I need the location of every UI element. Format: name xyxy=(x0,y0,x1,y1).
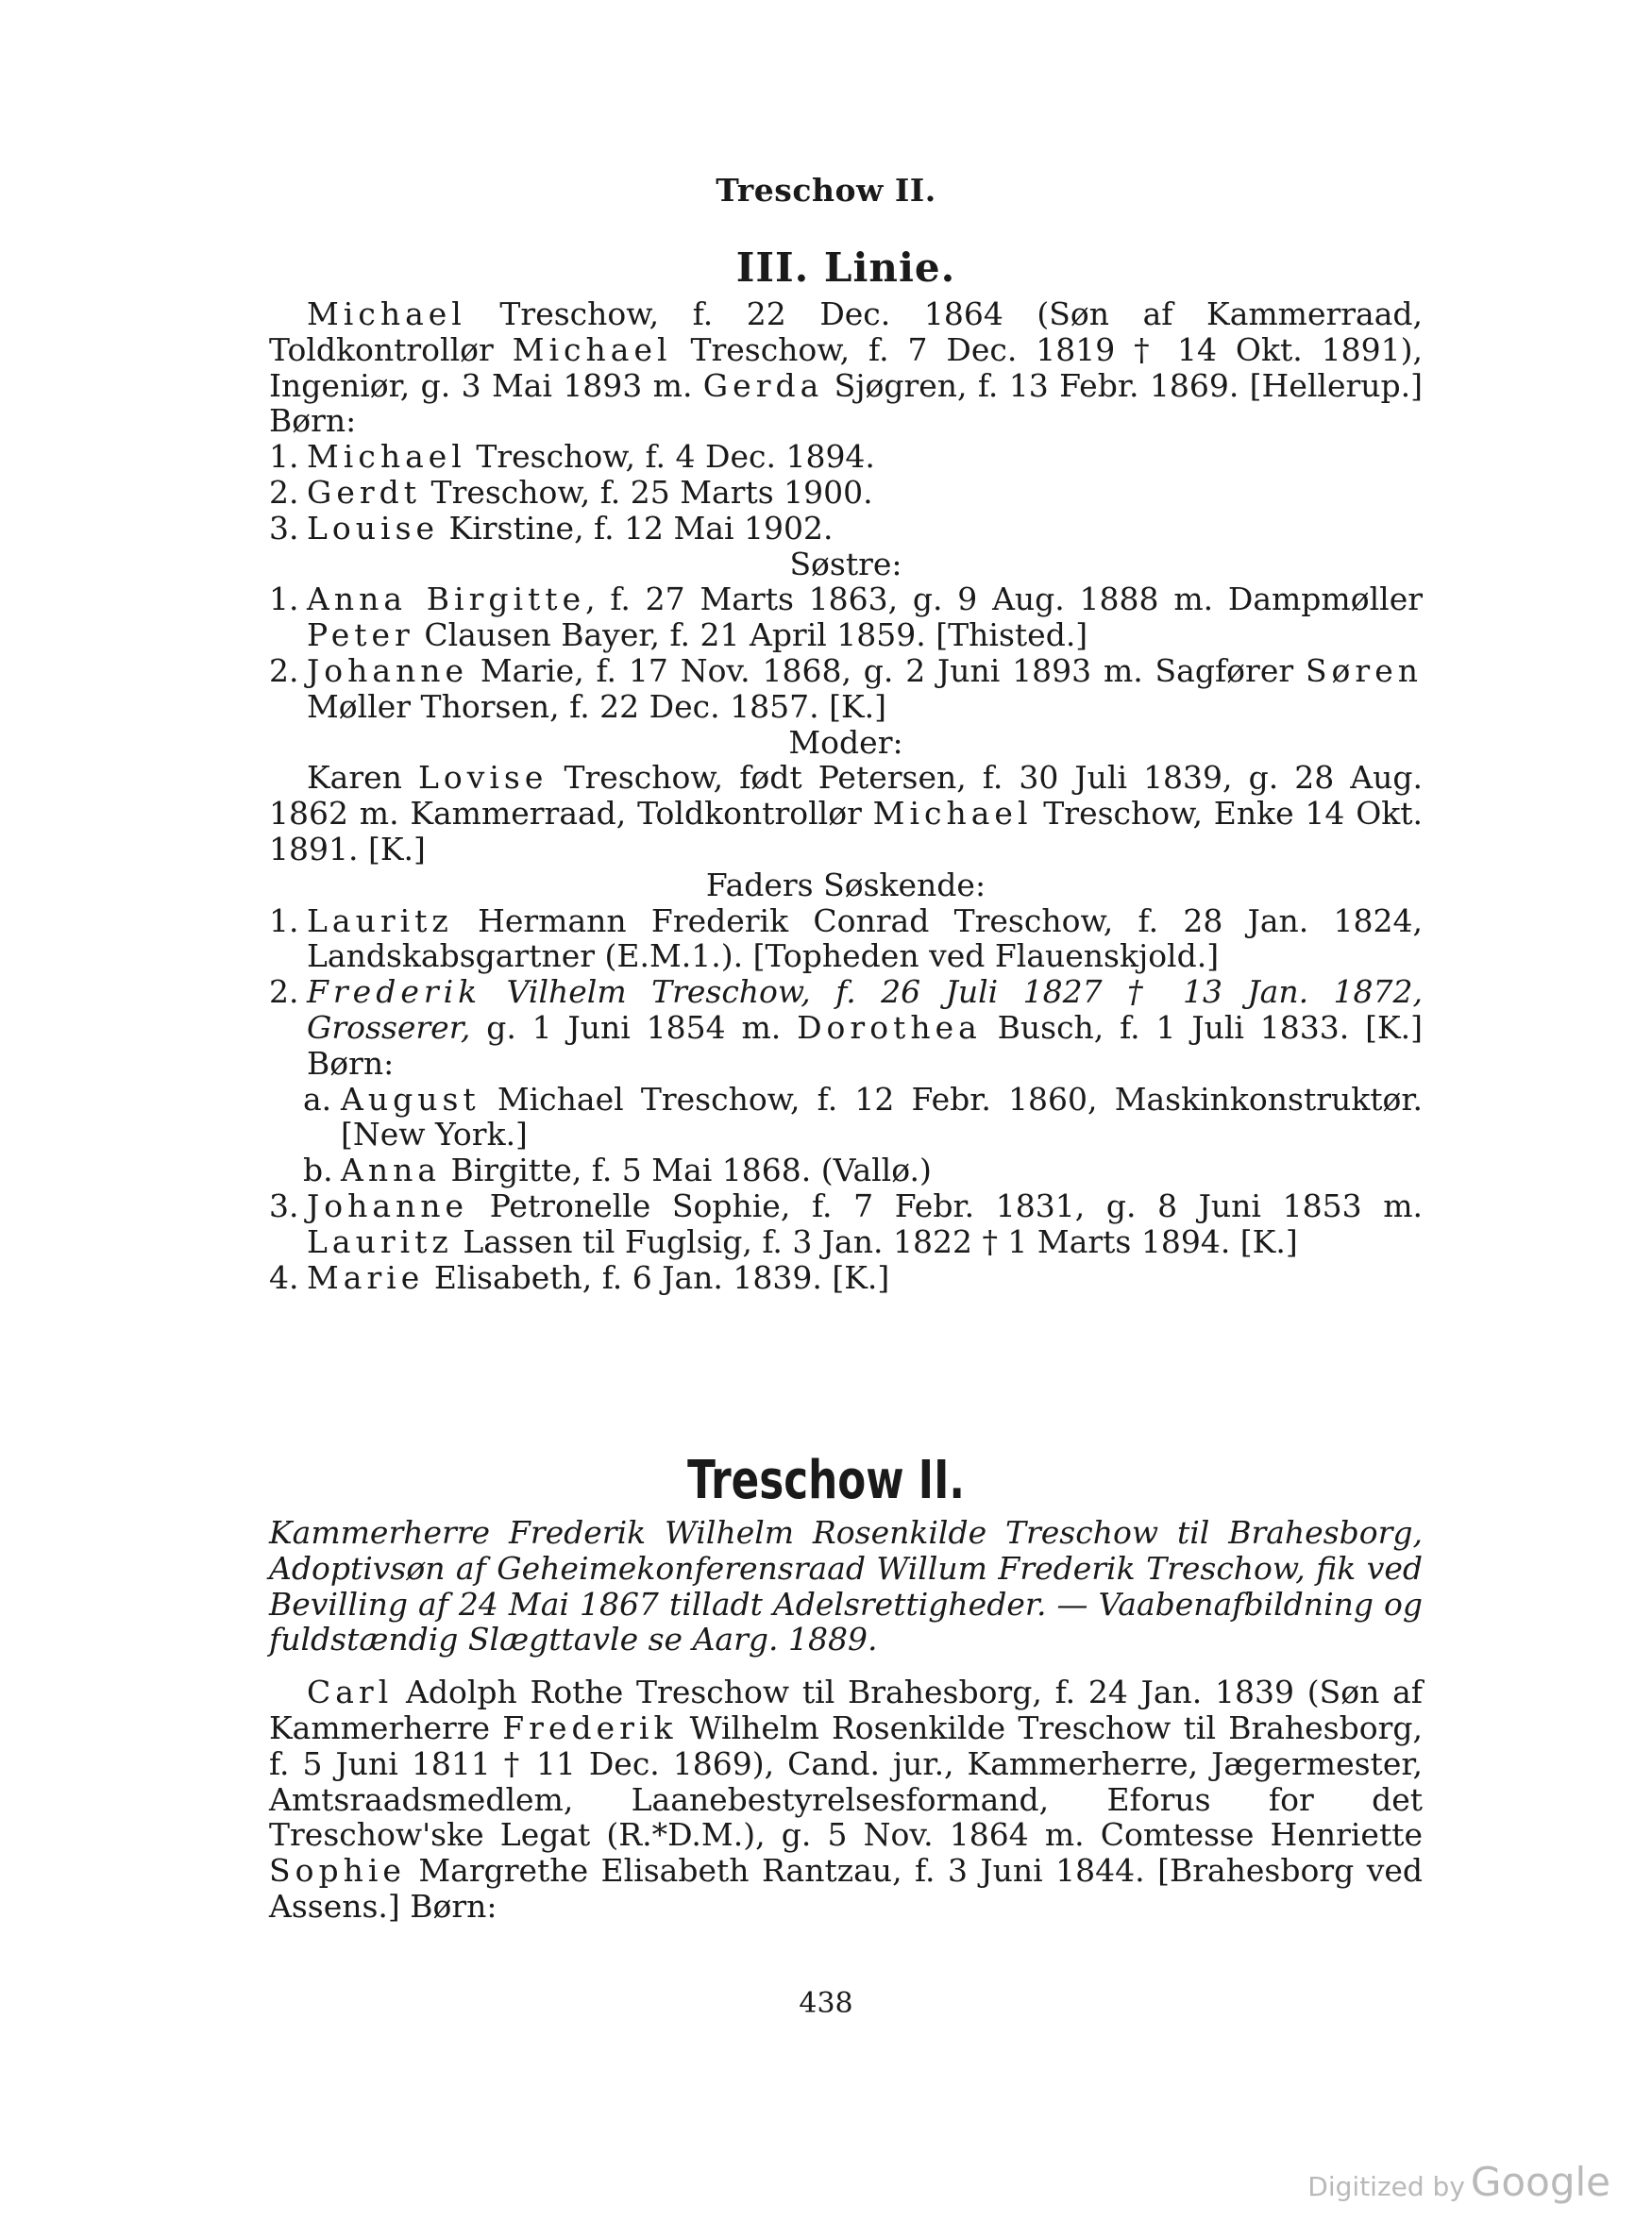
item-number: 4. xyxy=(269,1258,299,1296)
sister-text: , f. 27 Marts 1863, g. 9 Aug. 1888 m. Dampmøller xyxy=(585,581,1424,618)
running-head: Treschow II. xyxy=(716,172,936,209)
item-number: 2. xyxy=(269,973,299,1011)
entry-text: Wilhelm Rosenkilde Treschow til Brahesborg, f. 5 Juni 1811 † 11 Dec. 1869), Cand. jur., Kammerherre, Jægermester, Amtsraadsmedlem, Laanebestyrelsesformand, Eforus for det Treschow'ske Legat (R.*D.M.), g. 5 Nov. 1864 m. Comtesse Henriette xyxy=(269,1709,1423,1854)
husband-name: Michael xyxy=(872,795,1033,833)
entry-text: Margrethe Elisabeth Rantzau, f. 3 Juni 1844. [Brahesborg ved Assens.] Børn: xyxy=(269,1852,1423,1925)
child-name: Michael xyxy=(307,438,466,476)
nephew-name: August xyxy=(341,1080,480,1118)
page-number: 438 xyxy=(799,1987,853,2020)
child-entry xyxy=(269,511,1423,547)
section-heading-linie: III. Linie. xyxy=(735,244,956,291)
sibling-text: Elisabeth, f. 6 Jan. 1839. [K.] xyxy=(424,1258,890,1296)
carl-entry xyxy=(269,1675,1423,1925)
item-number: 3. xyxy=(269,509,299,547)
child-entry xyxy=(269,439,1423,475)
child-entry xyxy=(269,475,1423,511)
nephew-text: Michael Treschow, f. 12 Febr. 1860, Maskinkonstruktør. [New York.] xyxy=(341,1080,1423,1153)
child-name: Gerdt xyxy=(307,473,422,511)
main-entry-text: Sjøgren, f. 13 Febr. 1869. [Hellerup.] Børn: xyxy=(269,366,1423,440)
sibling-text: Petronelle Sophie, f. 7 Febr. 1831, g. 8 Juni 1853 m. xyxy=(468,1187,1423,1224)
main-entry-text: Treschow, f. 22 Dec. 1864 (Søn af Kammerraad, Toldkontrollør xyxy=(269,295,1423,368)
sibling-entry xyxy=(269,974,1423,1081)
sister-text: Clausen Bayer, f. 21 April 1859. [Thisted.] xyxy=(413,616,1088,654)
child-text: Kirstine, f. 12 Mai 1902. xyxy=(439,509,834,547)
wife-name: Sophie xyxy=(269,1852,406,1890)
sisters-heading: Søstre: xyxy=(789,545,902,582)
item-number: a. xyxy=(303,1080,332,1118)
spouse-name: Søren xyxy=(1305,651,1423,689)
item-number: b. xyxy=(303,1152,333,1189)
father-name: Michael xyxy=(512,330,672,368)
sibling-text: Lassen til Fuglsig, f. 3 Jan. 1822 † 1 Marts 1894. [K.] xyxy=(452,1222,1298,1260)
mother-text: Karen xyxy=(307,759,418,797)
sibling-text: Hermann Frederik Conrad Treschow, f. 28 Jan. 1824, Landskabsgartner (E.M.1.). [Topheden ved Flauenskjold.] xyxy=(307,901,1423,975)
digitized-watermark xyxy=(1307,2159,1610,2205)
sister-entry xyxy=(269,653,1423,725)
mother-name: Lovise xyxy=(417,759,548,797)
spouse-name: Dorothea xyxy=(797,1008,982,1046)
item-number: 1. xyxy=(269,438,299,476)
item-number: 1. xyxy=(269,581,299,618)
sibling-text: g. 1 Juni 1854 m. xyxy=(470,1008,798,1046)
fathers-siblings-heading: Faders Søskende: xyxy=(705,866,986,903)
sister-entry xyxy=(269,581,1423,653)
spouse-name: Peter xyxy=(307,616,414,654)
child-text: Treschow, f. 4 Dec. 1894. xyxy=(465,438,875,476)
sister-text: Marie, f. 17 Nov. 1868, g. 2 Juni 1893 m. Sagfører xyxy=(468,651,1306,689)
section-heading-treschow: Treschow II. xyxy=(687,1450,965,1511)
main-entry-name: Michael xyxy=(307,295,466,332)
google-logo: Google xyxy=(1470,2159,1610,2205)
section-third-line xyxy=(269,244,1423,1295)
intro-paragraph: Kammerherre Frederik Wilhelm Rosenkilde Treschow til Brahesborg, Adoptivsøn af Geheimekonferensraad Willum Frederik Treschow, fik ved Bevilling af 24 Mai 1867 tilladt Adelsrettigheder. — Vaabenafbildning og fuldstændig Slægttavle se Aarg. 1889. xyxy=(269,1514,1423,1658)
mother-text: Treschow, Enke 14 Okt. 1891. [K.] xyxy=(269,795,1423,867)
niece-text: Birgitte, f. 5 Mai 1868. (Vallø.) xyxy=(441,1152,932,1189)
father-name: Frederik xyxy=(502,1709,678,1746)
entry-name: Carl xyxy=(307,1674,394,1711)
item-number: 3. xyxy=(269,1187,299,1224)
main-entry-text: Treschow, f. 7 Dec. 1819 † 14 Okt. 1891), Ingeniør, g. 3 Mai 1893 m. xyxy=(269,330,1423,404)
wife-name: Gerda xyxy=(702,366,824,404)
child-text: Treschow, f. 25 Marts 1900. xyxy=(421,473,873,511)
item-number: 2. xyxy=(269,473,299,511)
sibling-entry xyxy=(269,1260,1423,1296)
spouse-name: Lauritz xyxy=(307,1222,453,1260)
sibling-entry xyxy=(269,1188,1423,1260)
watermark-text: Digitized by xyxy=(1307,2171,1465,2202)
sibling-text: Vilhelm Treschow, f. 26 Juli 1827 † 13 Jan. 1872, Grosserer, xyxy=(307,973,1423,1046)
item-number: 1. xyxy=(269,901,299,939)
sister-text: Møller Thorsen, f. 22 Dec. 1857. [K.] xyxy=(307,687,886,725)
entry-text: Adolph Rothe Treschow til Brahesborg, f. 24 Jan. 1839 (Søn af Kammerherre xyxy=(269,1674,1423,1746)
sister-name: Anna Birgitte xyxy=(307,581,586,618)
sibling-name: Lauritz xyxy=(307,901,453,939)
sibling-text: Busch, f. 1 Juli 1833. [K.] Børn: xyxy=(307,1008,1423,1082)
nephew-entry xyxy=(269,1082,1423,1153)
mother-text: Treschow, født Petersen, f. 30 Juli 1839, g. 28 Aug. 1862 m. Kammerraad, Toldkontrollør xyxy=(269,759,1424,833)
main-entry xyxy=(269,296,1423,439)
child-name: Louise xyxy=(307,509,440,547)
mother-heading: Moder: xyxy=(788,723,903,761)
sibling-name: Frederik xyxy=(307,973,482,1011)
item-number: 2. xyxy=(269,651,299,689)
sibling-name: Johanne xyxy=(307,1187,469,1224)
section-treschow-ii xyxy=(269,1515,1423,1925)
sibling-entry xyxy=(269,903,1423,975)
sister-name: Johanne xyxy=(307,651,469,689)
sibling-name: Marie xyxy=(307,1258,425,1296)
mother-entry xyxy=(269,760,1423,867)
niece-name: Anna xyxy=(341,1152,442,1189)
niece-entry xyxy=(269,1153,1423,1188)
